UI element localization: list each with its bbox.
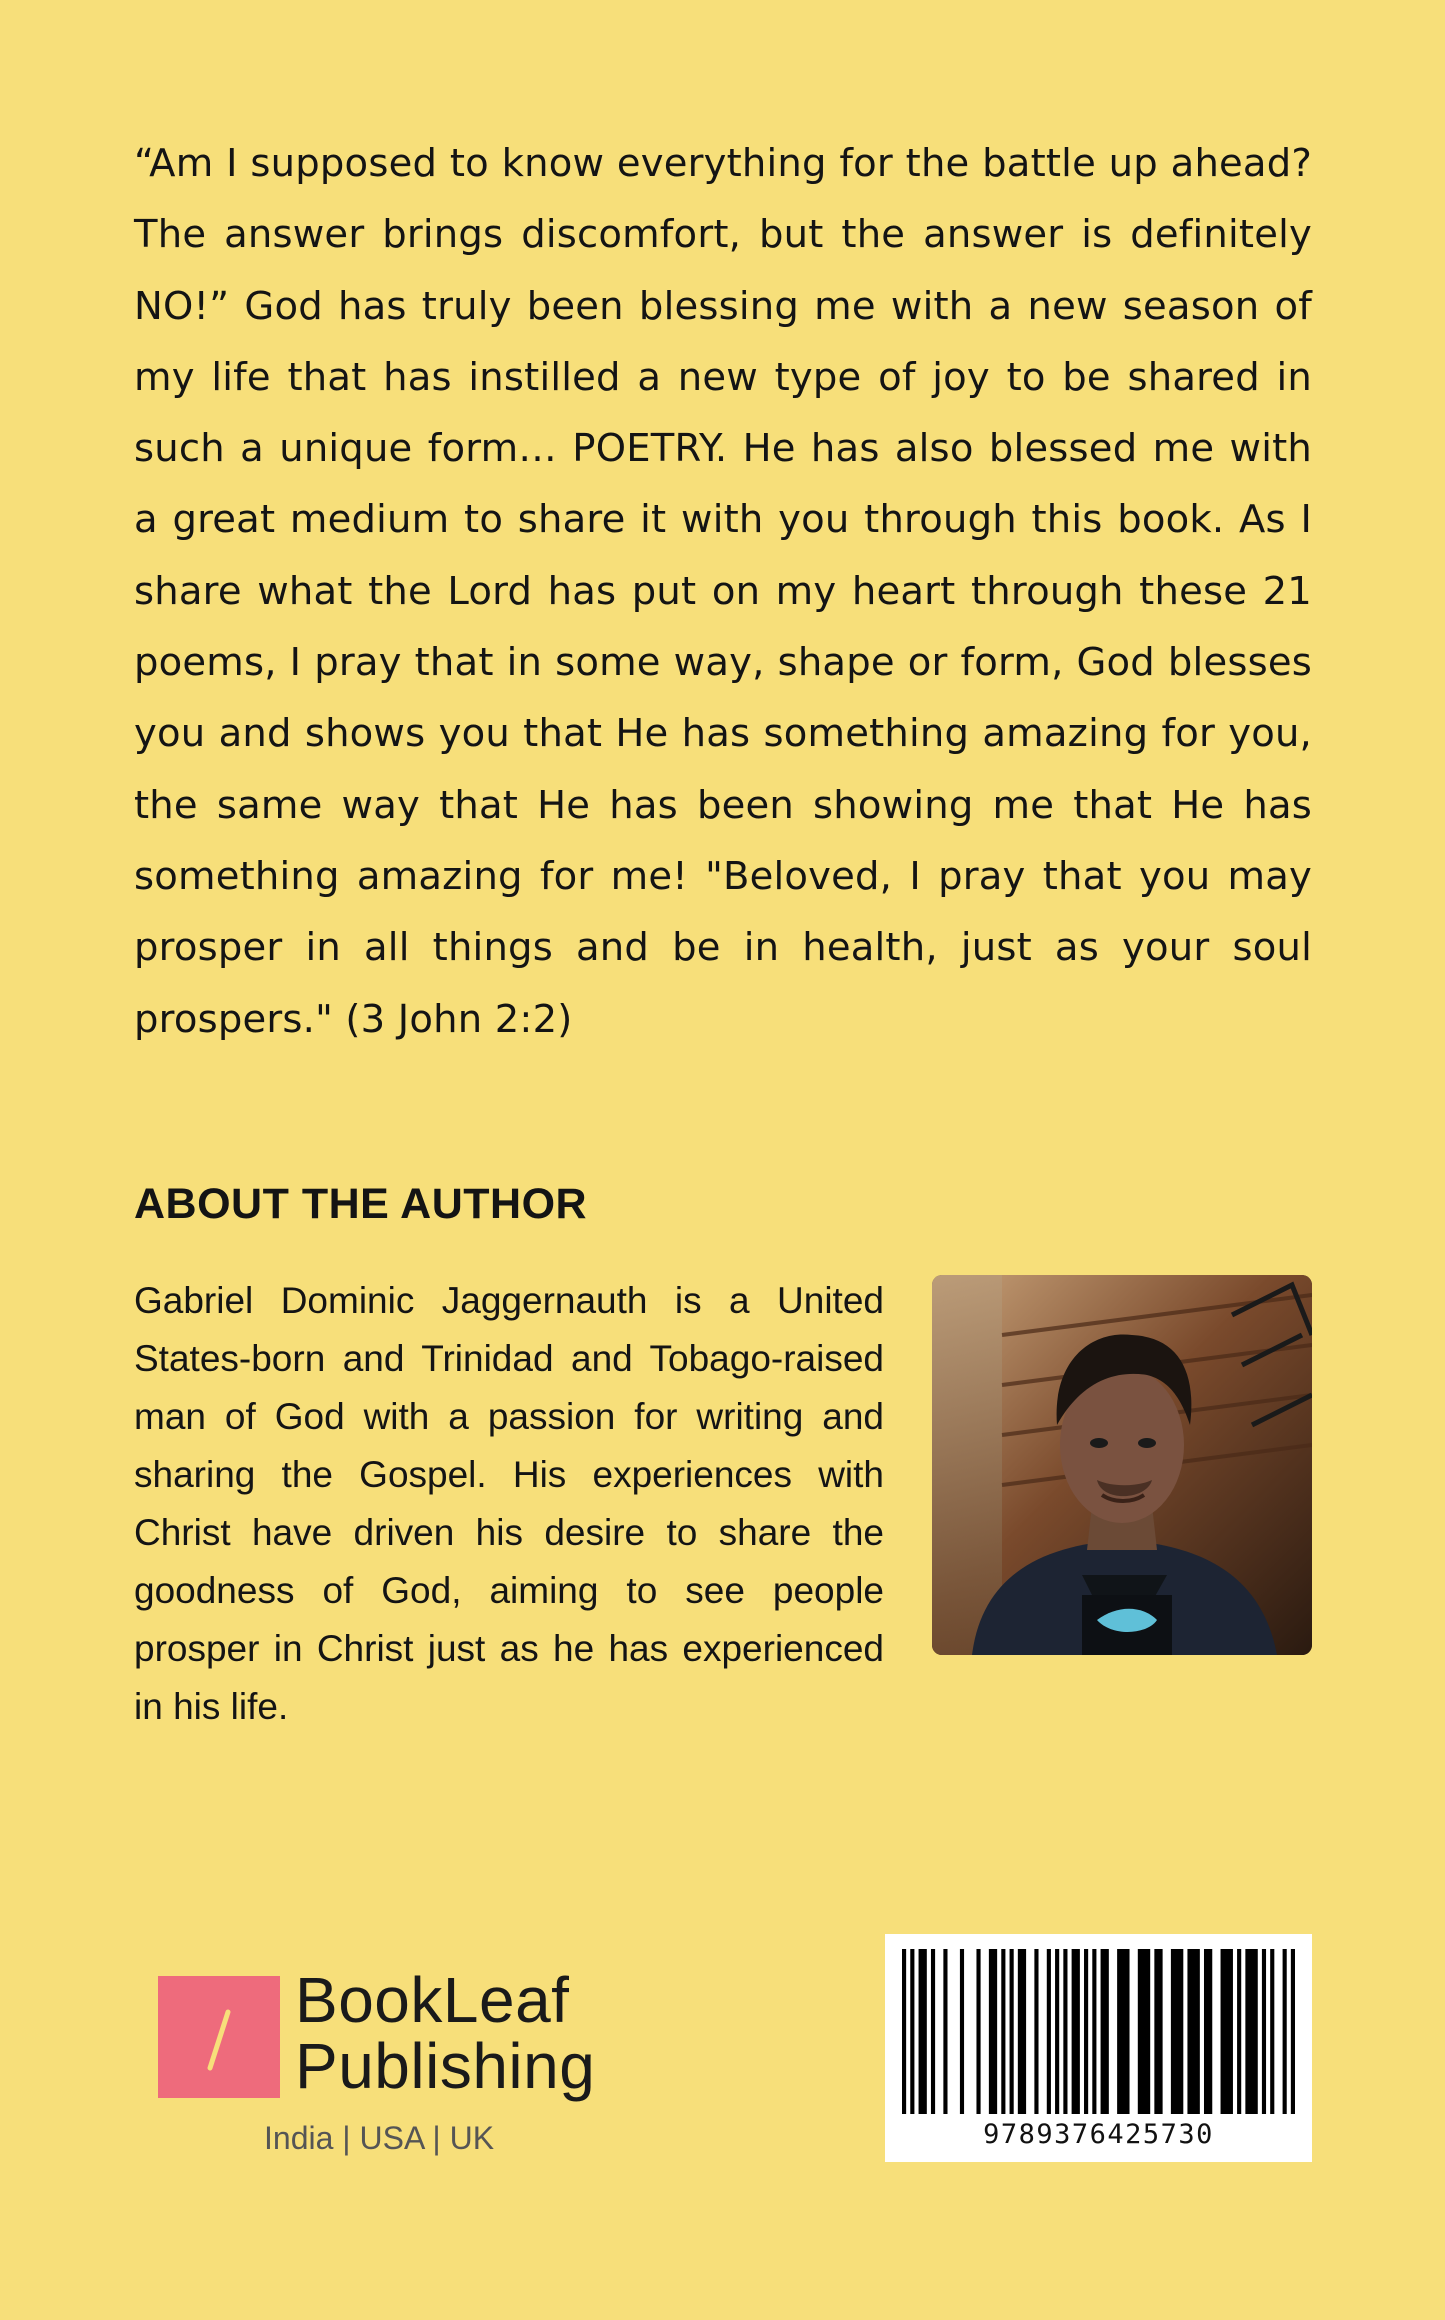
back-cover-blurb: “Am I supposed to know everything for the battle up ahead? The answer brings discomfort, but the answer is definitely NO!” God has truly been blessing me with a new season of my life that has instilled a new type of joy to be shared in such a unique form… POETRY. He has also blessed me with a great medium to share it with you through this book. As I share what the Lord has put on my heart through these 21 poems, I pray that in some way, shape or form, God blesses you and shows you that He has something amazing for you, the same way that He has been showing me that He has something amazing for me! "Beloved, I pray that you may prosper in all things and be in health, just as your soul prospers." (3 John 2:2)	[134, 141, 1312, 1042]
barcode-bar	[1221, 1949, 1233, 2114]
barcode-bar	[1101, 1949, 1109, 2114]
barcode-bar	[1010, 1949, 1014, 2114]
logo-mark	[158, 1976, 280, 2098]
barcode-bar	[1018, 1949, 1026, 2114]
barcode-bar	[1055, 1949, 1059, 2114]
barcode-bar	[943, 1949, 947, 2114]
barcode-bar	[960, 1949, 964, 2114]
barcode-bar	[1084, 1949, 1088, 2114]
isbn-number: 9789376425730	[983, 2119, 1214, 2150]
barcode-bar	[1092, 1949, 1096, 2114]
barcode-bar	[1283, 1949, 1287, 2114]
publisher-name-line2: Publishing	[295, 2030, 596, 2102]
barcode-bar	[1154, 1949, 1162, 2114]
barcode-bar	[976, 1949, 980, 2114]
barcode-bar	[1291, 1949, 1295, 2114]
barcode-bar	[931, 1949, 935, 2114]
barcode-bar	[1270, 1949, 1274, 2114]
barcode-bar	[910, 1949, 914, 2114]
barcode-bar	[1001, 1949, 1005, 2114]
barcode-bars	[902, 1949, 1295, 2114]
publisher-locations: India | USA | UK	[264, 2120, 495, 2156]
barcode-bar	[902, 1949, 906, 2114]
isbn-barcode	[885, 1934, 1312, 2162]
publisher-name-line1: BookLeaf	[295, 1964, 570, 2036]
slash-icon	[158, 1976, 280, 2098]
barcode-bar	[1072, 1949, 1080, 2114]
barcode-bar	[1262, 1949, 1266, 2114]
publisher-logo	[158, 1964, 608, 2168]
barcode-bar	[1047, 1949, 1051, 2114]
author-photo	[932, 1275, 1312, 1655]
barcode-bar	[1138, 1949, 1150, 2114]
barcode-bar	[1187, 1949, 1199, 2114]
barcode-bar	[1245, 1949, 1257, 2114]
barcode-bar	[1063, 1949, 1067, 2114]
barcode-bar	[1204, 1949, 1212, 2114]
barcode-bar	[919, 1949, 927, 2114]
author-bio: Gabriel Dominic Jaggernauth is a United States-born and Trinidad and Tobago-raised man of God with a passion for writing and sharing the Gospel. His experiences with Christ have driven his desire to share the goodness of God, aiming to see people prosper in Christ just as he has experienced in his life.	[134, 1280, 884, 1727]
barcode-bar	[1171, 1949, 1183, 2114]
barcode-bar	[1237, 1949, 1241, 2114]
about-author-heading: ABOUT THE AUTHOR	[134, 1180, 588, 1228]
barcode-bar	[1117, 1949, 1129, 2114]
barcode-bar	[1034, 1949, 1038, 2114]
barcode-bar	[989, 1949, 997, 2114]
